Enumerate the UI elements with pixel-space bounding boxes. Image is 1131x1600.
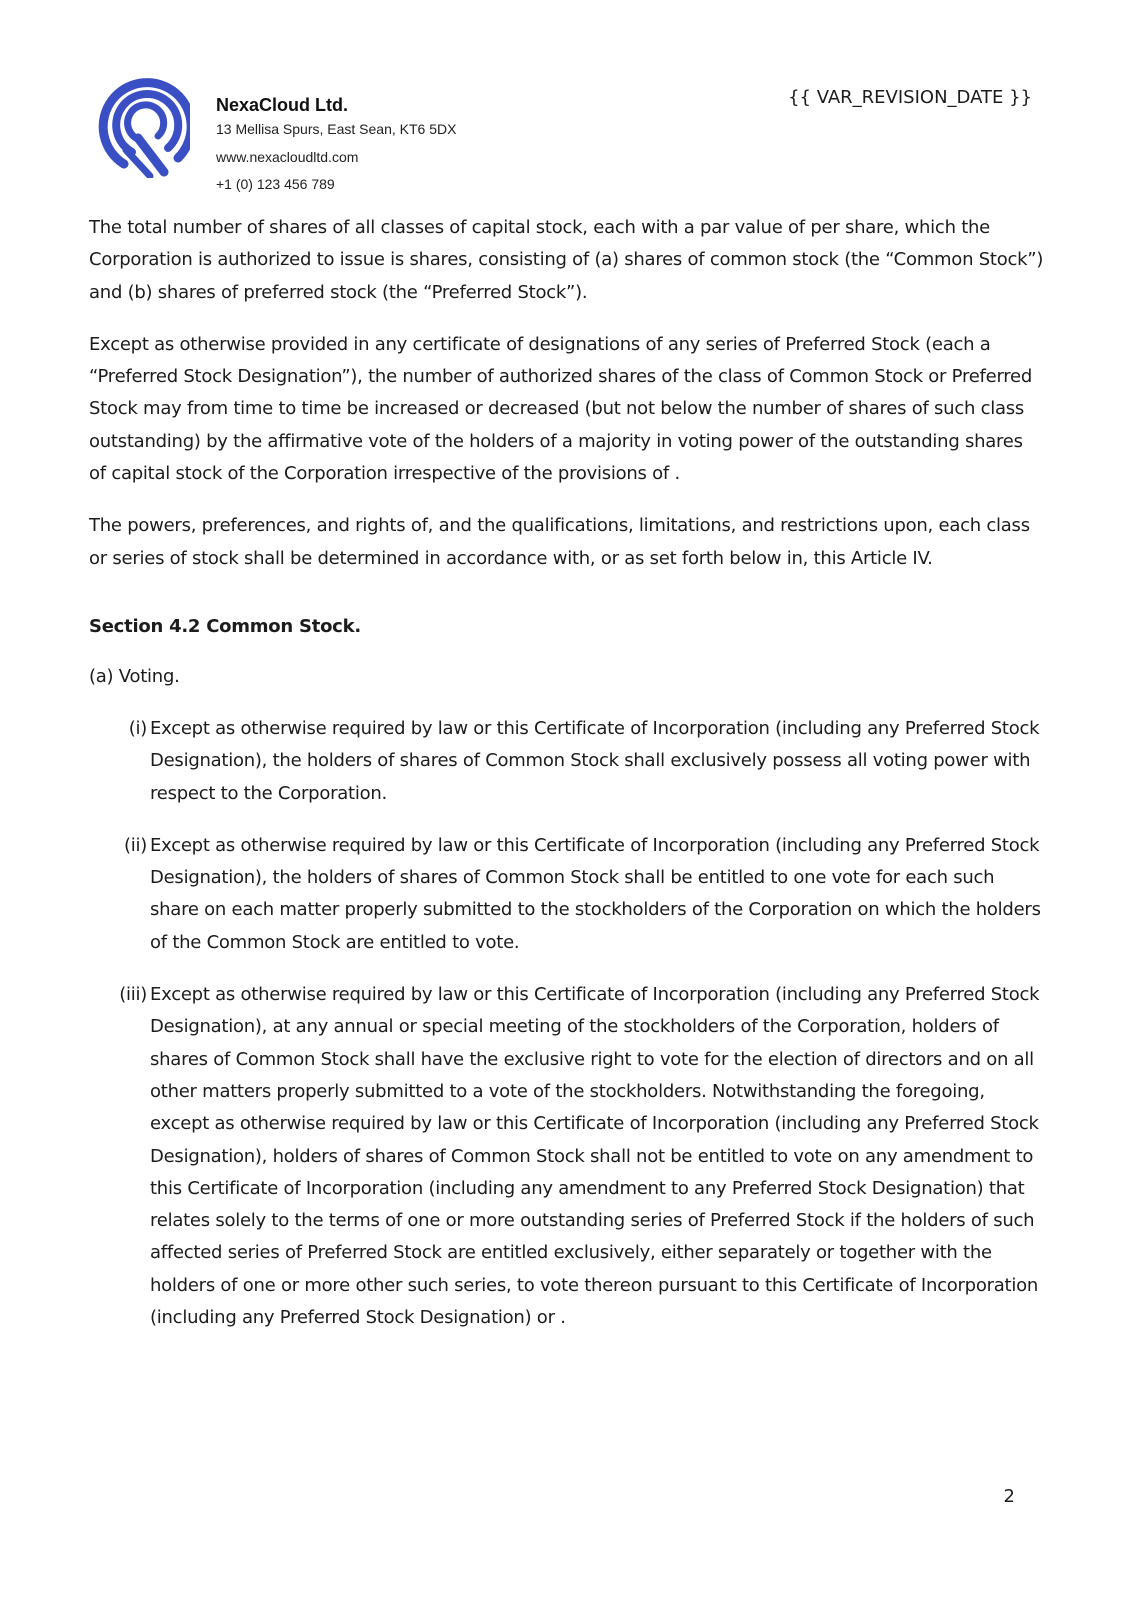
paragraph-authorized-shares: The total number of shares of all classes of capital stock, each with a par value of per share, which the Corporation is authorized to issue is shares, consisting of (a) shares of common stock (the “Common Stock”) and (b) shares of preferred stock (the “Preferred Stock”).	[89, 217, 1044, 303]
company-name: NexaCloud Ltd.	[216, 95, 349, 115]
company-logo	[98, 78, 190, 178]
logo-mark-icon	[98, 78, 190, 178]
document-body	[89, 212, 1044, 1354]
list-item-text: Except as otherwise required by law or this Certificate of Incorporation (including any Preferred Stock Designation), the holders of shares of Common Stock shall be entitled to one vote for each such share on each matter properly submitted to the stockholders of the Corporation on which the holders of the Common Stock are entitled to vote.	[150, 834, 1041, 953]
sub-heading-voting: (a) Voting.	[89, 665, 180, 687]
company-info	[216, 94, 576, 193]
paragraph-powers-preferences: The powers, preferences, and rights of, and the qualifications, limitations, and restrictions upon, each class or series of stock shall be determined in accordance with, or as set forth below in, this Article IV.	[89, 515, 1030, 569]
list-item-marker: (iii)	[119, 984, 147, 1006]
company-phone: +1 (0) 123 456 789	[216, 176, 335, 192]
paragraph-share-adjustment: Except as otherwise provided in any certificate of designations of any series of Preferred Stock (each a “Preferred Stock Designation”), the number of authorized shares of the class of Common Stock or Preferred Stock may from time to time be increased or decreased (but not below the number of shares of such class outstanding) by the affirmative vote of the holders of a majority in voting power of the outstanding shares of capital stock of the Corporation irrespective of the provisions of .	[89, 333, 1033, 485]
list-item-text: Except as otherwise required by law or this Certificate of Incorporation (including any Preferred Stock Designation), the holders of shares of Common Stock shall exclusively possess all voting power with respect to the Corporation.	[150, 717, 1040, 804]
page-number: 2	[1003, 1486, 1015, 1507]
list-item	[89, 713, 1044, 810]
list-item	[89, 979, 1044, 1334]
revision-date: {{ VAR_REVISION_DATE }}	[788, 87, 1032, 108]
list-item-marker: (ii)	[123, 834, 147, 856]
list-item-marker: (i)	[128, 717, 147, 739]
company-address: 13 Mellisa Spurs, East Sean, KT6 5DX	[216, 121, 457, 137]
list-item	[89, 830, 1044, 959]
list-item-text: Except as otherwise required by law or this Certificate of Incorporation (including any Preferred Stock Designation), at any annual or special meeting of the stockholders of the Corporation, holders of shares of Common Stock shall have the exclusive right to vote for the election of directors and on all other matters properly submitted to a vote of the stockholders. Notwithstanding the foregoing, except as otherwise required by law or this Certificate of Incorporation (including any Preferred Stock Designation), holders of shares of Common Stock shall not be entitled to vote on any amendment to this Certificate of Incorporation (including any amendment to any Preferred Stock Designation) that relates solely to the terms of one or more outstanding series of Preferred Stock if the holders of such affected series of Preferred Stock are entitled exclusively, either separately or together with the holders of one or more other such series, to vote thereon pursuant to this Certificate of Incorporation (including any Preferred Stock Designation) or .	[150, 984, 1040, 1329]
company-website[interactable]: www.nexacloudltd.com	[216, 149, 359, 165]
section-heading: Section 4.2 Common Stock.	[89, 615, 361, 637]
